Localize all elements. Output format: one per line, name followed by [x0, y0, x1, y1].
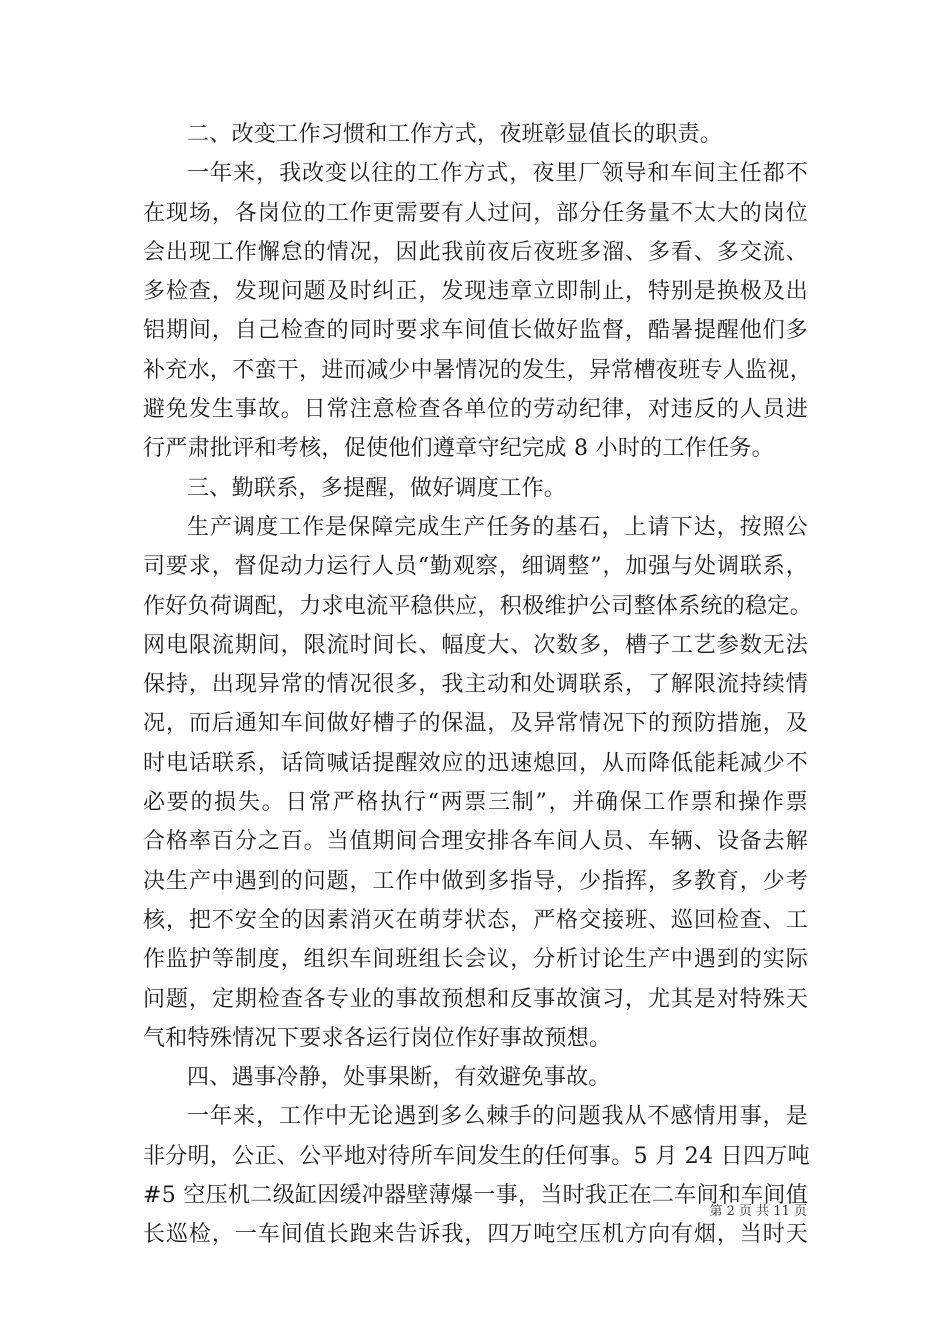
text-line: 时电话联系，话筒喊话提醒效应的迅速熄回，从而降低能耗减少不 [143, 750, 808, 776]
text-line: 行严肃批评和考核，促使他们遵章守纪完成 8 小时的工作任务。 [143, 436, 774, 462]
text-line: 问题，定期检查各专业的事故预想和反事故演习，尤其是对特殊天 [143, 986, 808, 1012]
text-line: 避免发生事故。日常注意检查各单位的劳动纪律，对违反的人员进 [143, 397, 808, 423]
text-line: 非分明，公正、公平地对待所车间发生的任何事。5 月 24 日四万吨 [143, 1143, 810, 1169]
text-line: 况，而后通知车间做好槽子的保温，及异常情况下的预防措施，及 [143, 711, 808, 737]
text-line: 必要的损失。日常严格执行“两票三制”，并确保工作票和操作票 [143, 790, 808, 816]
text-line: #5 空压机二级缸因缓冲器壁薄爆一事，当时我正在二车间和车间值 [143, 1183, 808, 1209]
text-line: 补充水，不蛮干，进而减少中暑情况的发生，异常槽夜班专人监视， [143, 357, 813, 383]
text-line: 一年来，我改变以往的工作方式，夜里厂领导和车间主任都不 [187, 161, 808, 187]
text-line: 长巡检，一车间值长跑来告诉我，四万吨空压机方向有烟，当时天 [143, 1222, 808, 1248]
text-line: 多检查，发现问题及时纠正，发现违章立即制止，特别是换极及出 [143, 279, 808, 305]
text-line: 司要求，督促动力运行人员“勤观察，细调整”，加强与处调联系， [143, 554, 808, 580]
text-line: 作好负荷调配，力求电流平稳供应，积极维护公司整体系统的稳定。 [143, 593, 813, 619]
text-line: 气和特殊情况下要求各运行岗位作好事故预想。 [143, 1025, 612, 1051]
text-line: 四、遇事冷静，处事果断，有效避免事故。 [187, 1065, 611, 1091]
text-line: 一年来，工作中无论遇到多么棘手的问题我从不感情用事，是 [187, 1104, 808, 1130]
text-line: 作监护等制度，组织车间班组长会议，分析讨论生产中遇到的实际 [143, 947, 808, 973]
page-number: 第 2 页 共 11 页 [709, 1204, 807, 1219]
text-line: 会出现工作懈怠的情况，因此我前夜后夜班多溜、多看、多交流、 [143, 239, 808, 265]
text-line: 铝期间，自己检查的同时要求车间值长做好监督，酷暑提醒他们多 [143, 318, 808, 344]
text-line: 决生产中遇到的问题，工作中做到多指导，少指挥，多教育，少考 [143, 868, 808, 894]
text-line: 在现场，各岗位的工作更需要有人过问，部分任务量不太大的岗位 [143, 200, 808, 226]
document-body [143, 115, 813, 1255]
text-line: 网电限流期间，限流时间长、幅度大、次数多，槽子工艺参数无法 [143, 632, 808, 658]
text-line: 二、改变工作习惯和工作方式，夜班彰显值长的职责。 [187, 122, 723, 147]
text-line: 生产调度工作是保障完成生产任务的基石，上请下达，按照公 [187, 514, 808, 540]
text-line: 核，把不安全的因素消灭在萌芽状态，严格交接班、巡回检查、工 [143, 907, 808, 933]
text-line: 三、勤联系，多提醒，做好调度工作。 [187, 475, 567, 501]
text-line: 保持，出现异常的情况很多，我主动和处调联系，了解限流持续情 [143, 672, 808, 698]
text-line: 合格率百分之百。当值期间合理安排各车间人员、车辆、设备去解 [143, 829, 808, 855]
